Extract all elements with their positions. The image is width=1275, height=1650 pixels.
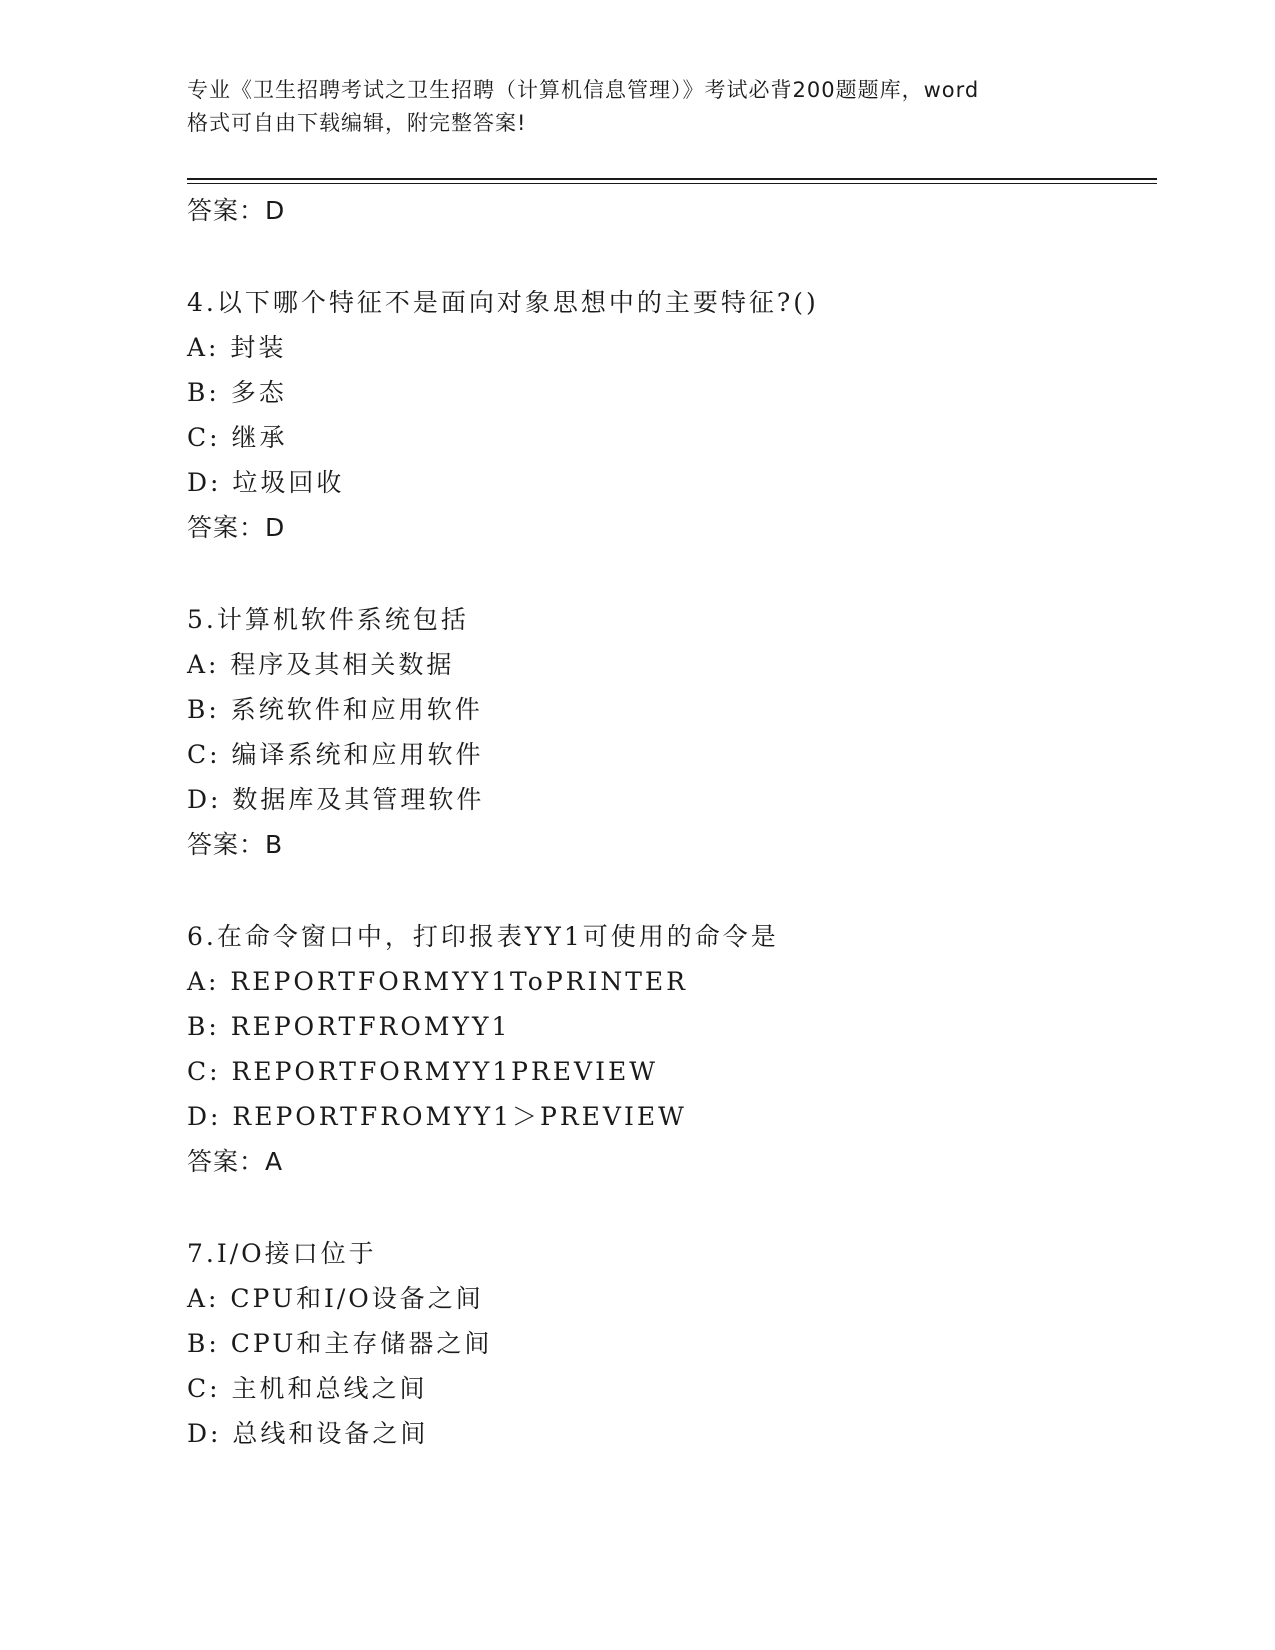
option-b: B: REPORTFROMYY1 <box>187 1012 511 1041</box>
header-line-2: 格式可自由下载编辑，附完整答案! <box>187 111 527 135</box>
option-d: D: REPORTFROMYY1＞PREVIEW <box>187 1102 687 1131</box>
header-line-1: 专业《卫生招聘考试之卫生招聘（计算机信息管理）》考试必背200题题库，word <box>187 78 980 102</box>
answer-line: 答案：A <box>187 1147 284 1176</box>
spacer <box>187 1184 1157 1231</box>
answer-line: 答案：D <box>187 513 286 542</box>
option-a: A: REPORTFORMYY1ToPRINTER <box>187 967 688 996</box>
spacer <box>187 867 1157 914</box>
option-c: C: 主机和总线之间 <box>187 1374 428 1403</box>
option-a: A: 程序及其相关数据 <box>187 650 455 679</box>
header-divider <box>187 178 1157 180</box>
option-d: D: 总线和设备之间 <box>187 1419 429 1448</box>
option-b: B: 多态 <box>187 378 287 407</box>
answer-line: 答案：B <box>187 830 284 859</box>
option-c: C: 编译系统和应用软件 <box>187 740 484 769</box>
spacer <box>187 550 1157 597</box>
option-c: C: REPORTFORMYY1PREVIEW <box>187 1057 658 1086</box>
option-a: A: CPU和I/O设备之间 <box>187 1284 484 1313</box>
option-d: D: 垃圾回收 <box>187 468 345 497</box>
option-d: D: 数据库及其管理软件 <box>187 785 485 814</box>
question-list <box>187 188 1157 1456</box>
header-divider-thin <box>187 183 1157 184</box>
option-b: B: CPU和主存储器之间 <box>187 1329 493 1358</box>
question-text: 6.在命令窗口中，打印报表YY1可使用的命令是 <box>187 922 779 951</box>
option-b: B: 系统软件和应用软件 <box>187 695 483 724</box>
answer-line: 答案：D <box>187 196 286 225</box>
question-5 <box>187 597 1157 867</box>
option-a: A: 封装 <box>187 333 287 362</box>
question-text: 5.计算机软件系统包括 <box>187 605 469 634</box>
question-text: 7.I/O接口位于 <box>187 1239 377 1268</box>
question-6 <box>187 914 1157 1184</box>
option-c: C: 继承 <box>187 423 288 452</box>
question-7 <box>187 1231 1157 1456</box>
question-4 <box>187 280 1157 550</box>
document-header <box>187 74 1087 140</box>
question-text: 4.以下哪个特征不是面向对象思想中的主要特征?() <box>187 288 819 317</box>
spacer <box>187 233 1157 280</box>
